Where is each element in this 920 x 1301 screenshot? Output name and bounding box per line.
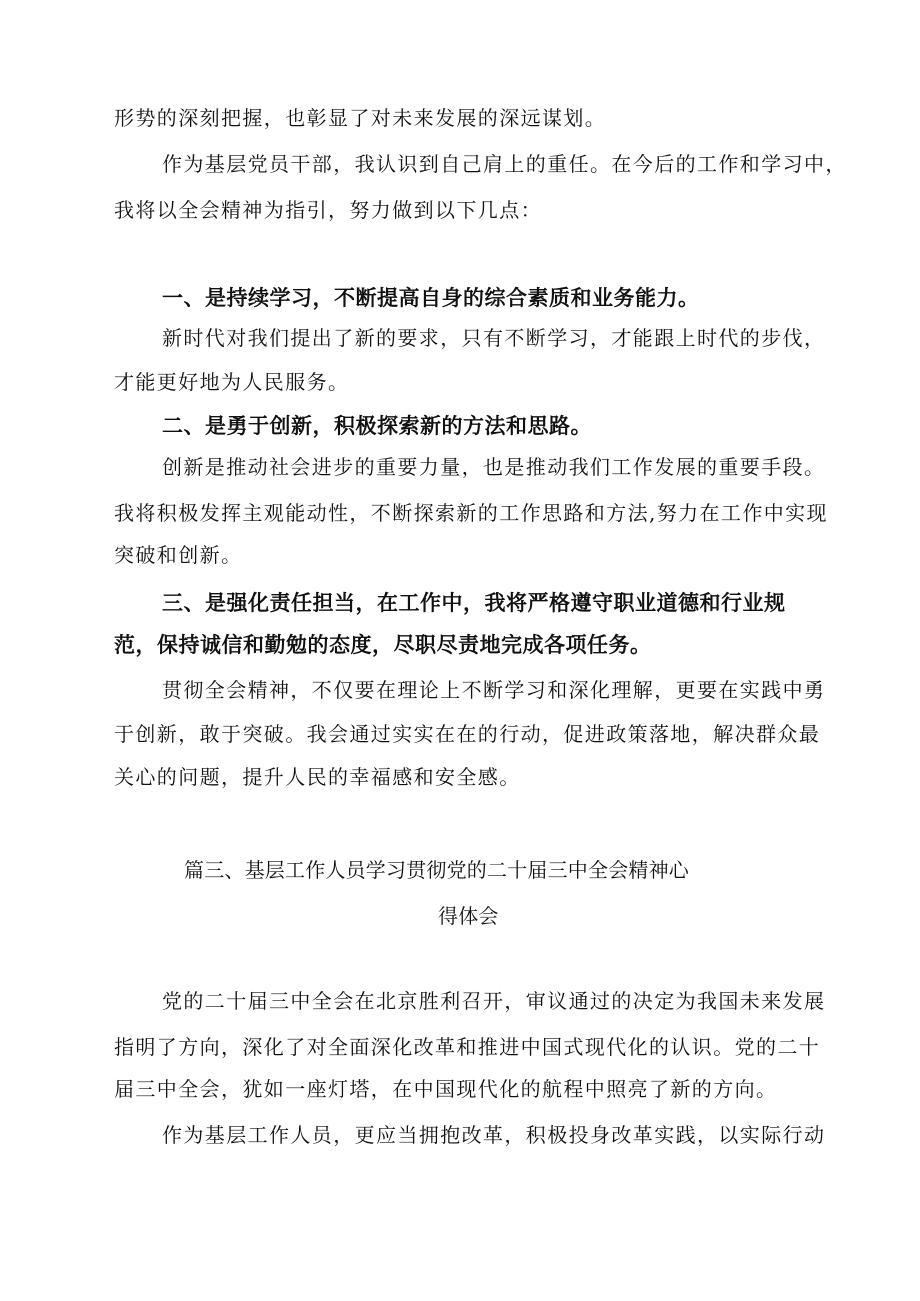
section-3-text-line: 于创新，敢于突破。我会通过实实在在的行动，促进政策落地，解决群众最 xyxy=(114,722,821,746)
intro-text-line: 我将以全会精神为指引，努力做到以下几点： xyxy=(114,198,542,222)
part-3-text-line: 党的二十届三中全会在北京胜利召开，审议通过的决定为我国未来发展 xyxy=(162,989,826,1013)
section-1-text-line: 新时代对我们提出了新的要求，只有不断学习，才能跟上时代的步伐， xyxy=(162,326,826,350)
part-3-text-line: 作为基层工作人员，更应当拥抱改革，积极投身改革实践，以实际行动 xyxy=(162,1123,826,1147)
section-heading-3: 三、是强化责任担当，在工作中，我将严格遵守职业道德和行业规 xyxy=(162,591,786,615)
section-heading-2: 二、是勇于创新，积极探索新的方法和思路。 xyxy=(162,414,592,438)
intro-text-line: 形势的深刻把握，也彰显了对未来发展的深远谋划。 xyxy=(114,106,607,130)
section-heading-3-continued: 范，保持诚信和勤勉的态度，尽职尽责地完成各项任务。 xyxy=(114,633,652,657)
section-2-text-line: 创新是推动社会进步的重要力量，也是推动我们工作发展的重要手段。 xyxy=(162,455,826,479)
section-2-text-line: 我将积极发挥主观能动性，不断探索新的工作思路和方法,努力在工作中实现 xyxy=(114,501,828,525)
part-3-text-line: 指明了方向，深化了对全面深化改革和推进中国式现代化的认识。党的二十 xyxy=(114,1035,821,1059)
section-heading-1: 一、是持续学习，不断提高自身的综合素质和业务能力。 xyxy=(162,286,700,310)
section-2-text-line: 突破和创新。 xyxy=(114,543,243,567)
part-3-title: 篇三、基层工作人员学习贯彻党的二十届三中全会精神心 xyxy=(184,858,689,882)
section-3-text-line: 关心的问题，提升人民的幸福感和安全感。 xyxy=(114,765,521,789)
section-1-text-line: 才能更好地为人民服务。 xyxy=(114,370,350,394)
part-3-text-line: 届三中全会，犹如一座灯塔，在中国现代化的航程中照亮了新的方向。 xyxy=(114,1077,778,1101)
part-3-title-continued: 得体会 xyxy=(438,904,499,928)
section-3-text-line: 贯彻全会精神，不仅要在理论上不断学习和深化理解，更要在实践中勇 xyxy=(162,678,826,702)
intro-text-line: 作为基层党员干部，我认识到自己肩上的重任。在今后的工作和学习中， xyxy=(162,152,847,176)
